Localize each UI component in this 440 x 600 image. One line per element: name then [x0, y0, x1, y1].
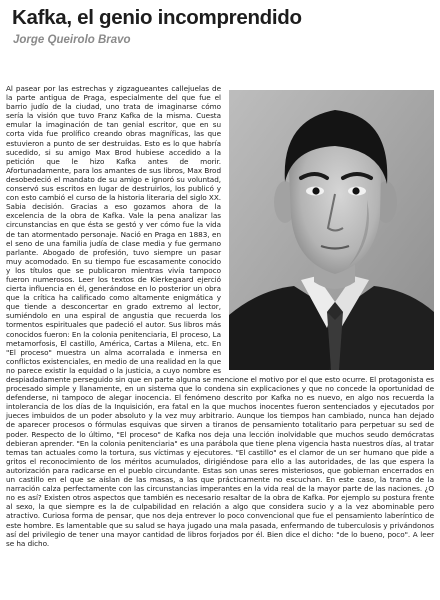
article-title: Kafka, el genio incomprendido [12, 6, 302, 29]
author-portrait-photo [229, 90, 434, 370]
article-body-text: Al pasear por las estrechas y zigzagueantes callejuelas de la parte antigua de Praga, especialmente del que fue el barrio judío de la ciudad, uno trata de imaginarse cómo sería la visión que tuvo Franz Kafka de la misma. Cuesta emular la imaginación de tan genial escritor, que en su corta vida fue prolífico creando obras magníficas, las que estuvieron a punto de ser destruidas. Esto es lo que habría sucedido, si su amigo Max Brod hubiese accedido a la petición que le hizo Kafka antes de morir. Afortunadamente, para los amantes de sus libros, Max Brod desobedeció el mandato de su amigo e ignoró su voluntad, conservó sus escritos en lugar de destruirlos, los publicó y con esto cambió el curso de la historia literaria del siglo XX. Sabia decisión. Gracias a eso gozamos ahora de la excelencia de la obra de Kafka. Vale la pena analizar las circunstancias en que ésta se gestó y ver cómo fue la vida de tan atormentado personaje. Nació en Praga en 1883, en el seno de una familia judía de clase media y fue germano parlante. Abogado de profesión, tuvo siempre un pasar muy acomodado. En su tiempo fue escasamente conocido y los títulos que se publicaron mientras vivía tampoco fueron numerosos. Leer los textos de Kierkegaard ejerció cierta influencia en él, generándose en lo posterior un obra que la crítica ha calificado como altamente enigmática y que tiende a desconcertar en grado extremo al lector, sumiéndolo en una espiral de angustia que recuerda los tormentos espirituales que padeció el autor. Sus libros más conocidos fueron: En la colonia penitenciaria, El proceso, La metamorfosis, El castillo, América, Cartas a Milena, etc. En "El proceso" muestra un alma acorralada e inmersa en conflictos existenciales, en medio de una realidad en la que no parece existir la equidad o la justicia, a cuyo nombre es despiadadamente perseguido sin que en parte alguna se mencione el motivo por el que esto ocurre. El protagonista es procesado simple y llanamente, en un sistema que lo condena sin explicaciones y que no concede la oportunidad de defenderse, ni tampoco de alegar inocencia. El fenómeno descrito por Kafka no es nuevo, en algo nos recuerda la intolerancia de los días de la Inquisición, era fatal en la que muchos inocentes fueron sentenciados y ejecutados por jueces imbuidos de un poder absoluto y la vez muy arbitrario. Aunque los tiempos han cambiado, nunca han dejado de aparecer procesos o fórmulas esquivas que sirven a tiranos de pensamiento totalitario para perpetuar su sed de poder. Respecto de lo último, "El proceso" de Kafka nos deja una lección inolvidable que muchos seudo demócratas debieran aprender. "En la colonia penitenciaria" es una parábola que tiene plena vigencia hasta nuestros días, al tratar temas tan actuales como la tortura, sus víctimas y ejecutores. "El castillo" es el clamor de un ser humano que pide a gritos el reconocimiento de los méritos acumulados, dirigiéndose para ello a las autoridades, de las que espera la autorización para radicarse en el pueblo circundante. Estas son unas seres misteriosos, que gobiernan encerrados en un castillo en el que se aíslan de las masas, a las que prácticamente no escuchan. En este caso, la trama de la narración calza perfectamente con las circunstancias imperantes en la vida real de la mayor parte de las naciones. ¿O no es así? Existen otros aspectos que también es necesario resaltar de la obra de Kafka. Por ejemplo su postura frente al sexo, la que siempre es la de culpabilidad en relación a algo que considera sucio y a la vez abominable pero atractivo. Curiosa forma de pensar, que nos deja entrever lo poco convencional que fue el pensamiento laberíntico de este hombre. Es lamentable que su salud se haya jugado una mala pasada, enfermando de tuberculosis y privándonos así del privilegio de tener una mayor cantidad de libros forjados por él. Bien dice el dicho: "de lo bueno, poco". A leer se ha dicho. [6, 84, 435, 548]
portrait-illustration [229, 90, 434, 370]
article-body [6, 84, 434, 548]
article-author: Jorge Queirolo Bravo [13, 34, 131, 46]
